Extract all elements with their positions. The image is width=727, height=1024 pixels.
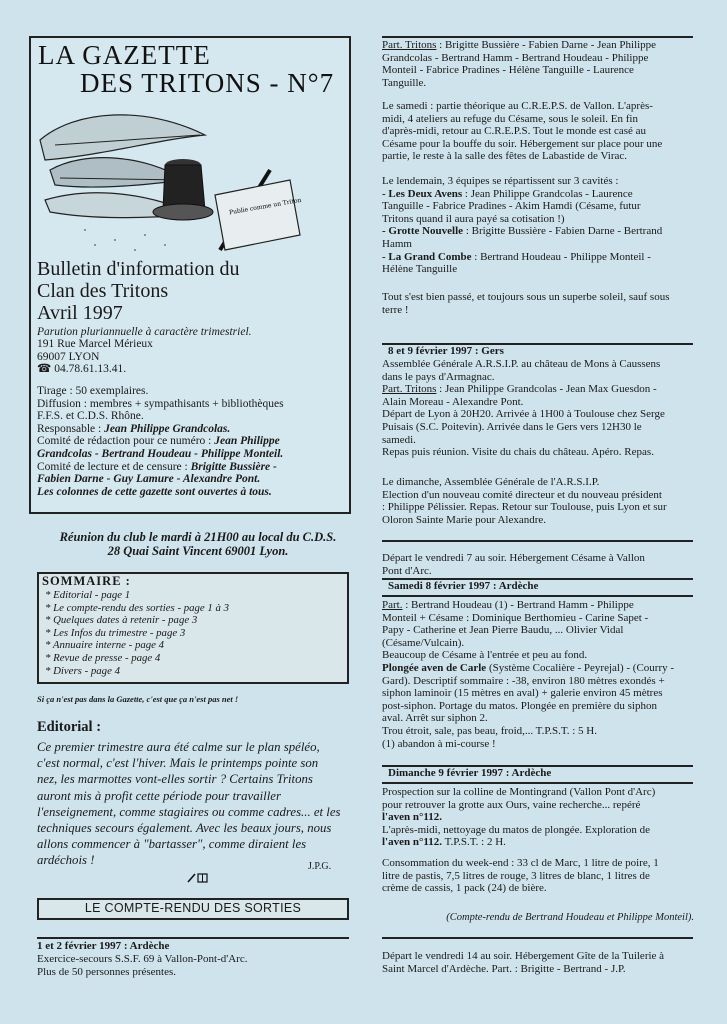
divider	[382, 937, 693, 939]
consommation-line: litre de pastis, 7,5 litres de rouge, 3 litres de blanc, 1 litres de	[382, 869, 650, 882]
samedi-line: Le samedi : partie théorique au C.R.E.P.S. de Vallon. L'après-	[382, 100, 653, 112]
samedi-line: midi, 4 ateliers au refuge du Césame, sous le soleil. En fin	[382, 112, 638, 125]
comite-lecture-names2: Fabien Darne - Guy Lamure - Alexandre Pont.	[37, 473, 261, 486]
part-tritons-line: Tanguille.	[382, 76, 427, 89]
comite-redaction-names2: Grandcolas - Bertrand Houdeau - Philippe Monteil.	[37, 447, 284, 460]
editorial-signature: J.P.G.	[308, 861, 332, 872]
comite-redaction-label: Comité de rédaction pour ce numéro :	[37, 435, 215, 448]
final-line: Départ le vendredi 14 au soir. Hébergement Gîte de la Tuilerie à	[382, 950, 665, 962]
colonnes-note: Les colonnes de cette gazette sont ouvertes à tous.	[37, 485, 272, 498]
comite-lecture	[37, 461, 347, 474]
combe-rest: : Bertrand Houdeau - Philippe Monteil -	[471, 250, 651, 263]
plongee-line: siphon laminoir (15 mètres en aval) + galerie environ 45 mètres	[382, 687, 663, 700]
gazette-note: Si ça n'est pas dans la Gazette, c'est que ça n'est pas net !	[37, 694, 239, 704]
bulletin-line1: Bulletin d'information du	[37, 258, 240, 280]
divider	[382, 782, 693, 784]
gers-block	[382, 358, 694, 459]
final-line: Saint Marcel d'Ardèche. Part. : Brigitte - Bertrand - J.P.	[382, 962, 626, 975]
gers-line: dans le pays d'Armagnac.	[382, 370, 495, 383]
bulletin-heading	[37, 258, 239, 324]
tout-line: terre !	[382, 303, 409, 316]
samedi8-line: (Césame/Vulcain).	[382, 636, 465, 649]
gers-depart-line: Puisais (S.C. Poitevin). Arrivée dans le Gers vers 12H30 le	[382, 420, 642, 433]
editorial-line: auront mis à profit cette période pour travailler	[37, 788, 281, 803]
gers-dimanche-line: Oloron Sainte Marie pour Alexandre.	[382, 513, 547, 526]
comite-redaction-names1: Jean Philippe	[214, 435, 280, 448]
bulletin-date: Avril 1997	[37, 302, 123, 324]
depart-vendredi	[382, 552, 694, 577]
editorial-title: Editorial :	[37, 719, 102, 735]
part-tritons-line: Grandcolas - Bertrand Hamm - Bertrand Houdeau - Philippe	[382, 51, 649, 64]
depart-line: Pont d'Arc.	[382, 564, 432, 577]
quill-inkwell-illustration	[35, 100, 340, 260]
avens-rest: : Jean Philippe Grandcolas - Laurence	[462, 187, 633, 200]
diffusion-line1: Diffusion : membres + sympathisants + bibliothèques	[37, 397, 284, 410]
editorial-line: l'enseignement, comme stagiaires ou comme cadres... et les	[37, 804, 341, 819]
sortie-text	[37, 953, 247, 978]
samedi8-line: Monteil + Césame : Dominique Berthomieu - Carine Sapet -	[382, 611, 649, 624]
divider	[382, 36, 693, 38]
dimanche9-aven-label: l'aven n°112.	[382, 836, 443, 849]
gers-depart-line: Repas puis réunion. Visite du chais du château. Apéro. Repas.	[382, 446, 654, 459]
responsable-label: Responsable :	[37, 422, 105, 435]
samedi8-part-rest: : Bertrand Houdeau (1) - Bertrand Hamm - Philippe	[402, 599, 634, 611]
samedi-line: d'après-midi, retour au C.R.E.P.S. Tout le monde est casé au	[382, 125, 647, 138]
sortie-line: Exercice-secours S.S.F. 69 à Vallon-Pont-d'Arc.	[37, 953, 248, 965]
samedi8-heading: Samedi 8 février 1997 : Ardèche	[388, 580, 539, 592]
dimanche9-heading: Dimanche 9 février 1997 : Ardèche	[388, 767, 552, 779]
editorial-line: techniques secours également. Avec les beaux jours, nous	[37, 821, 332, 836]
divider	[382, 595, 693, 597]
gers-part-rest: : Jean Philippe Grandcolas - Jean Max Guesdon -	[436, 383, 657, 396]
consommation-line: Consommation du week-end : 33 cl de Marc, 1 litre de poire, 1	[382, 857, 659, 869]
grotte-rest: : Brigitte Bussière - Fabien Darne - Bertrand	[463, 225, 663, 238]
sommaire-item: * Quelques dates à retenir - page 3	[45, 614, 198, 627]
gers-depart-line: Départ de Lyon à 20H20. Arrivée à 1H00 à Toulouse chez Serge	[382, 408, 665, 421]
sommaire-item: * Divers - page 4	[45, 664, 120, 677]
plongee-line: post-siphon. Portage du matos. Plongée en première du siphon	[382, 699, 657, 712]
dimanche9-line: T.P.S.T. : 2 H.	[442, 836, 506, 849]
gers-depart-line: samedi.	[382, 433, 416, 446]
samedi8-line: Beaucoup de Césame à l'entrée et peu au fond.	[382, 649, 588, 662]
part-tritons-block	[382, 39, 694, 89]
address-street: 191 Rue Marcel Mérieux	[37, 338, 153, 350]
samedi8-part-label: Part.	[382, 599, 403, 611]
masthead-title-line1: LA GAZETTE	[38, 40, 211, 70]
consommation-block	[382, 857, 694, 895]
plongee-line: (1) abandon à mi-course !	[382, 737, 496, 750]
credit-line: (Compte-rendu de Bertrand Houdeau et Philippe Monteil).	[446, 912, 694, 923]
editorial-text	[37, 739, 345, 869]
tirage: Tirage : 50 exemplaires.	[37, 385, 149, 397]
part-tritons-rest: : Brigitte Bussière - Fabien Darne - Jean Philippe	[436, 39, 657, 51]
address-block	[37, 338, 153, 376]
tout-line: Tout s'est bien passé, et toujours sous un superbe soleil, sauf sous	[382, 291, 670, 303]
dimanche9-line: L'après-midi, nettoyage du matos de plongée. Exploration de	[382, 823, 651, 836]
dimanche9-line: l'aven n°112.	[382, 811, 443, 824]
combe-line: Hélène Tanguille	[382, 263, 458, 276]
compte-rendu-banner-title: LE COMPTE-RENDU DES SORTIES	[84, 901, 302, 915]
gers-dimanche-block	[382, 476, 694, 526]
editorial-line: Ce premier trimestre aura été calme sur le plan spéléo,	[37, 740, 320, 754]
comite-redaction	[37, 435, 347, 448]
samedi-line: Césame pour la bouffe du soir. Hébergement sur place pour une	[382, 137, 663, 150]
gers-part-line: Alain Moreau - Alexandre Pont.	[382, 395, 524, 408]
sommaire-item: * Le compte-rendu des sorties - page 1 à 3	[45, 601, 230, 614]
meeting-info	[58, 530, 338, 558]
sommaire-item: * Revue de presse - page 4	[45, 651, 161, 664]
sommaire-item: * Editorial - page 1	[45, 589, 131, 601]
lendemain-line: Le lendemain, 3 équipes se répartissent sur 3 cavités :	[382, 175, 619, 187]
gers-dimanche-line: : Philippe Pélissier. Repas. Retour sur Toulouse, puis Lyon et sur	[382, 501, 667, 514]
editorial-line: allons commencer à "bartasser", comme diraient les	[37, 837, 307, 852]
gers-part-label: Part. Tritons	[382, 383, 437, 396]
plongee-rest: (Système Cocalière - Peyrejal) - (Courry -	[486, 661, 675, 674]
plongee-line: Gard). Descriptif sommaire : -38, environ 180 mètres exondés +	[382, 674, 665, 687]
depart-line: Départ le vendredi 7 au soir. Hébergement Césame à Vallon	[382, 552, 645, 564]
address-city: 69007 LYON	[37, 350, 100, 363]
parution-text: Parution pluriannuelle à caractère trimestriel.	[37, 326, 252, 338]
sommaire-item: * Annuaire interne - page 4	[45, 639, 165, 652]
grotte-line: Hamm	[382, 237, 412, 250]
dimanche9-line: Prospection sur la colline de Montingrand (Vallon Pont d'Arc)	[382, 786, 656, 798]
sommaire-item: * Les Infos du trimestre - page 3	[45, 626, 186, 639]
pen-book-icon	[187, 871, 209, 883]
plongee-line: Trou étroit, sale, pas beau, froid,... T.P.S.T. : 5 H.	[382, 724, 597, 737]
phone-icon: ☎	[37, 363, 55, 375]
illustration-paper-text: Publie comme un Triton	[228, 196, 302, 217]
divider	[37, 937, 349, 939]
plongee-line: aval. Arrêt sur siphon 2.	[382, 712, 488, 725]
dimanche9-line: pour retrouver la grotte aux Ours, vaine recherche... repéré	[382, 798, 641, 811]
masthead-title-line2: DES TRITONS - N°7	[80, 68, 335, 98]
tout-block	[382, 291, 694, 316]
part-tritons-line: Monteil - Fabrice Pradines - Hélène Tanguille - Laurence	[382, 64, 634, 77]
samedi8-line: Papy - Catherine et Jean Pierre Baudu, ... Olivier Vidal	[382, 624, 624, 637]
lendemain-block	[382, 175, 694, 276]
gers-dimanche-line: Election d'un nouveau comité directeur et du nouveau président	[382, 488, 662, 501]
sortie-heading: 1 et 2 février 1997 : Ardèche	[37, 940, 170, 952]
combe-label: - La Grand Combe	[382, 250, 472, 263]
comite-lecture-label: Comité de lecture et de censure :	[37, 460, 191, 473]
final-block	[382, 950, 694, 975]
meeting-line1: Réunion du club le mardi à 21H00 au local du C.D.S.	[59, 530, 337, 544]
plongee-label: Plongée aven de Carle	[382, 661, 487, 674]
dimanche9-block	[382, 786, 694, 849]
phone-number: 04.78.61.13.41.	[54, 363, 127, 375]
responsable-name: Jean Philippe Grandcolas.	[104, 422, 231, 435]
meeting-line2: 28 Quai Saint Vincent 69001 Lyon.	[107, 544, 289, 558]
part-tritons-label: Part. Tritons	[382, 39, 437, 51]
grotte-label: - Grotte Nouvelle	[382, 225, 464, 238]
sortie-line: Plus de 50 personnes présentes.	[37, 965, 177, 978]
gers-heading: 8 et 9 février 1997 : Gers	[388, 345, 504, 357]
editorial-line: c'est normal, c'est l'hiver. Mais le printemps pointe son	[37, 756, 319, 771]
samedi-block	[382, 100, 694, 163]
divider	[382, 540, 693, 542]
avens-line: Tanguille - Fabrice Pradines - Akim Hamdi (Césame, futur	[382, 200, 641, 213]
gers-dimanche-line: Le dimanche, Assemblée Générale de l'A.R.S.I.P.	[382, 476, 600, 488]
gers-line: Assemblée Générale A.R.S.I.P. au château de Mons à Caussens	[382, 358, 661, 370]
diffusion-line2: F.F.S. et C.D.S. Rhône.	[37, 410, 144, 423]
samedi-line: partie, le reste à la salle des fêtes de Labastide de Virac.	[382, 150, 627, 163]
consommation-line: crème de cassis, 1 pack (24) de bière.	[382, 882, 547, 895]
editorial-line: nez, les marmottes vont-elles sortir ? Certains Tritons	[37, 772, 313, 787]
bulletin-line2: Clan des Tritons	[37, 280, 169, 302]
comite-lecture-names1: Brigitte Bussière -	[190, 460, 277, 473]
samedi8-block	[382, 599, 694, 750]
avens-line: Tritons quand il aura payé sa cotisation !)	[382, 212, 565, 225]
avens-label: - Les Deux Avens	[382, 187, 463, 200]
sommaire-title: SOMMAIRE :	[42, 574, 131, 588]
editorial-line: ardéchois !	[37, 853, 95, 868]
sommaire-list	[45, 589, 229, 677]
responsable	[37, 423, 347, 436]
phone-line	[37, 363, 153, 376]
masthead-info	[37, 385, 347, 498]
